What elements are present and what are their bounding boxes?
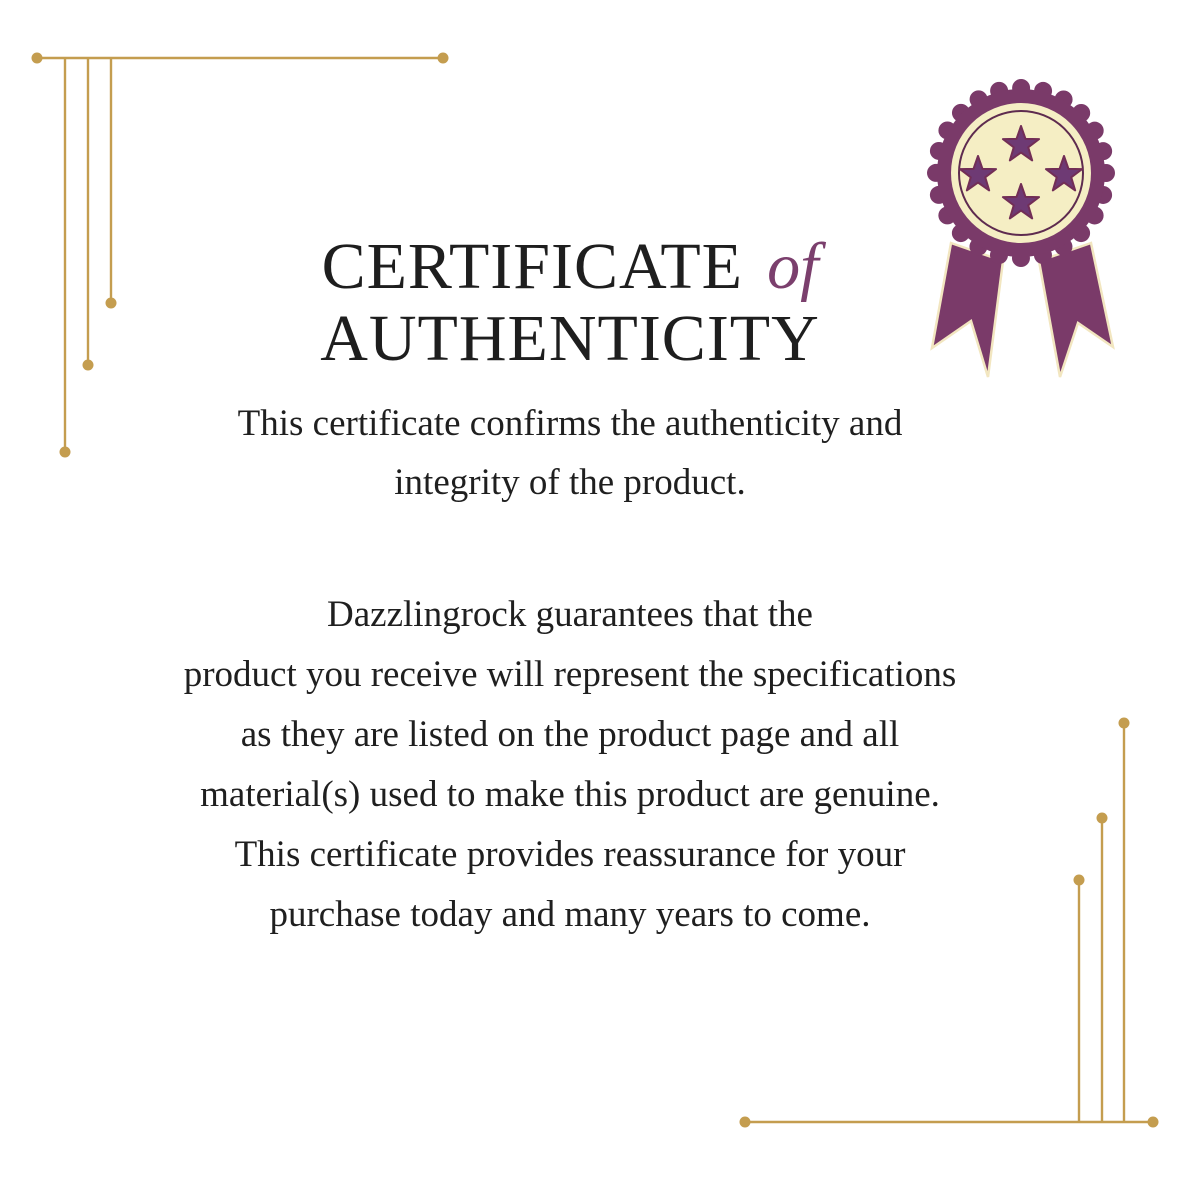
title-line-2: AUTHENTICITY bbox=[320, 302, 820, 375]
title-accent-word: of bbox=[767, 230, 819, 303]
guarantee-line: purchase today and many years to come. bbox=[269, 894, 871, 935]
guarantee-paragraph bbox=[0, 585, 1140, 945]
intro-line: integrity of the product. bbox=[394, 462, 746, 503]
guarantee-line: as they are listed on the product page and all bbox=[240, 714, 900, 755]
guarantee-line: Dazzlingrock guarantees that the bbox=[327, 594, 813, 635]
intro-line: This certificate confirms the authenticity and bbox=[237, 403, 903, 444]
guarantee-line: This certificate provides reassurance for your bbox=[234, 834, 906, 875]
guarantee-line: material(s) used to make this product are genuine. bbox=[200, 774, 940, 815]
guarantee-line: product you receive will represent the specifications bbox=[183, 654, 957, 695]
title-line-1 bbox=[322, 230, 819, 303]
certificate-title bbox=[0, 231, 1140, 375]
intro-paragraph bbox=[0, 394, 1140, 512]
title-main-word: CERTIFICATE bbox=[321, 230, 743, 303]
